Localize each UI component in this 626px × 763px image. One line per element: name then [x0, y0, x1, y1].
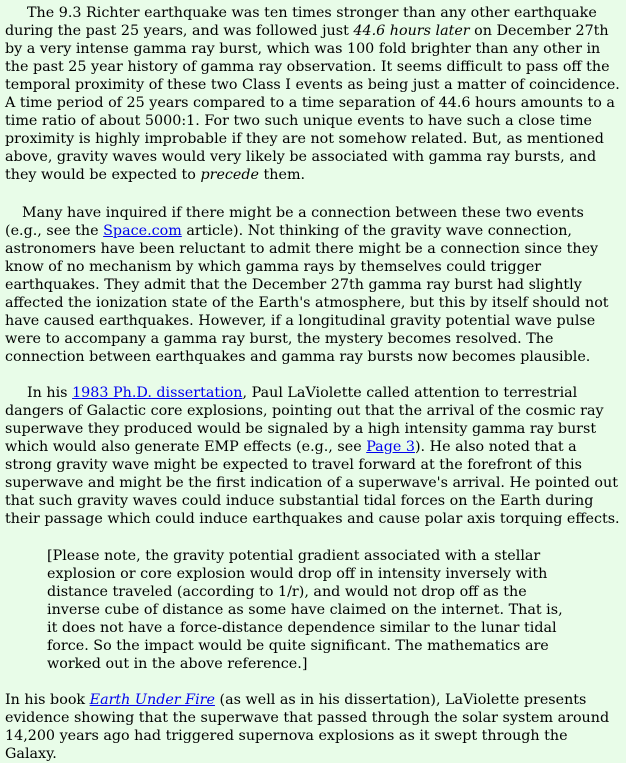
emphasis-precede: precede: [200, 167, 259, 183]
earth-under-fire-link[interactable]: [90, 692, 215, 708]
paragraph-text: them.: [259, 167, 306, 183]
paragraph-text: (as well as in his dissertation), LaViolette presents evidence showing that the superwave that passed through the solar system around 14,200 years ago had triggered supernova explosions as it swept through the Galaxy.: [5, 692, 610, 762]
emphasis-time-interval: 44.6 hours later: [353, 23, 470, 39]
paragraph-text: , Paul LaViolette called attention to terrestrial dangers of Galactic core explosions, pointing out that the arrival of the cosmic ray superwave they produced would be signaled by a high intensity gamma ray burst which would also generate EMP effects (e.g., see: [5, 385, 604, 455]
note-text: [Please note, the gravity potential gradient associated with a stellar explosion or core explosion would drop off in intensity inversely with distance traveled (according to 1/r), and would not drop off as the inverse cube of distance as some have claimed on the internet. That is, it does not have a force-distance dependence similar to the lunar tidal force. So the impact would be quite significant. The mathematics are worked out in the above reference.]: [47, 548, 563, 672]
paragraph-text: Many have inquired if there might be a connection between these two events (e.g., see the: [5, 205, 584, 239]
paragraph-text: ). He also noted that a strong gravity wave might be expected to travel forward at the forefront of this superwave and might be the first indication of a superwave's arrival. He pointed out that such gravity waves could induce substantial tidal forces on the Earth during their passage which could induce earthquakes and cause polar axis torquing effects.: [5, 439, 620, 527]
book-title: Earth Under Fire: [89, 692, 215, 708]
paragraph-text: article). Not thinking of the gravity wave connection, astronomers have been reluctant to admit there might be a connection since they know of no mechanism by which gamma rays by themselves could trigger earthquakes. They admit that the December 27th gamma ray burst had slightly affected the ionization state of the Earth's atmosphere, but this by itself should not have caused earthquakes. However, if a longitudinal gravity potential wave pulse were to accompany a gamma ray burst, the mystery becomes resolved. The connection between earthquakes and gamma ray bursts now becomes plausible.: [5, 223, 609, 365]
paragraph-connection-inquiry: [0, 204, 626, 366]
dissertation-link[interactable]: 1983 Ph.D. dissertation: [72, 385, 243, 401]
blockquote-note: [42, 547, 574, 673]
paragraph-text: In his: [27, 385, 73, 401]
paragraph-text: In his book: [5, 692, 90, 708]
page-3-link[interactable]: Page 3: [366, 439, 415, 455]
space-com-link[interactable]: Space.com: [103, 223, 182, 239]
paragraph-earth-under-fire: [0, 691, 626, 763]
paragraph-dissertation: [0, 384, 626, 528]
paragraph-text: The 9.3 Richter earthquake was ten times stronger than any other earthquake during the past 25 years, and was followed just: [5, 5, 597, 39]
paragraph-earthquake-gamma-ray-burst: [0, 4, 626, 184]
paragraph-text: on December 27th by a very intense gamma ray burst, which was 100 fold brighter than any other in the past 25 year history of gamma ray observation. It seems difficult to pass off the temporal proximity of these two Class I events as being just a matter of coincidence. A time period of 25 years compared to a time separation of 44.6 hours amounts to a time ratio of about 5000:1. For two such unique events to have such a close time proximity is highly improbable if they are not somehow related. But, as mentioned above, gravity waves would very likely be associated with gamma ray bursts, and they would be expected to: [5, 23, 620, 183]
